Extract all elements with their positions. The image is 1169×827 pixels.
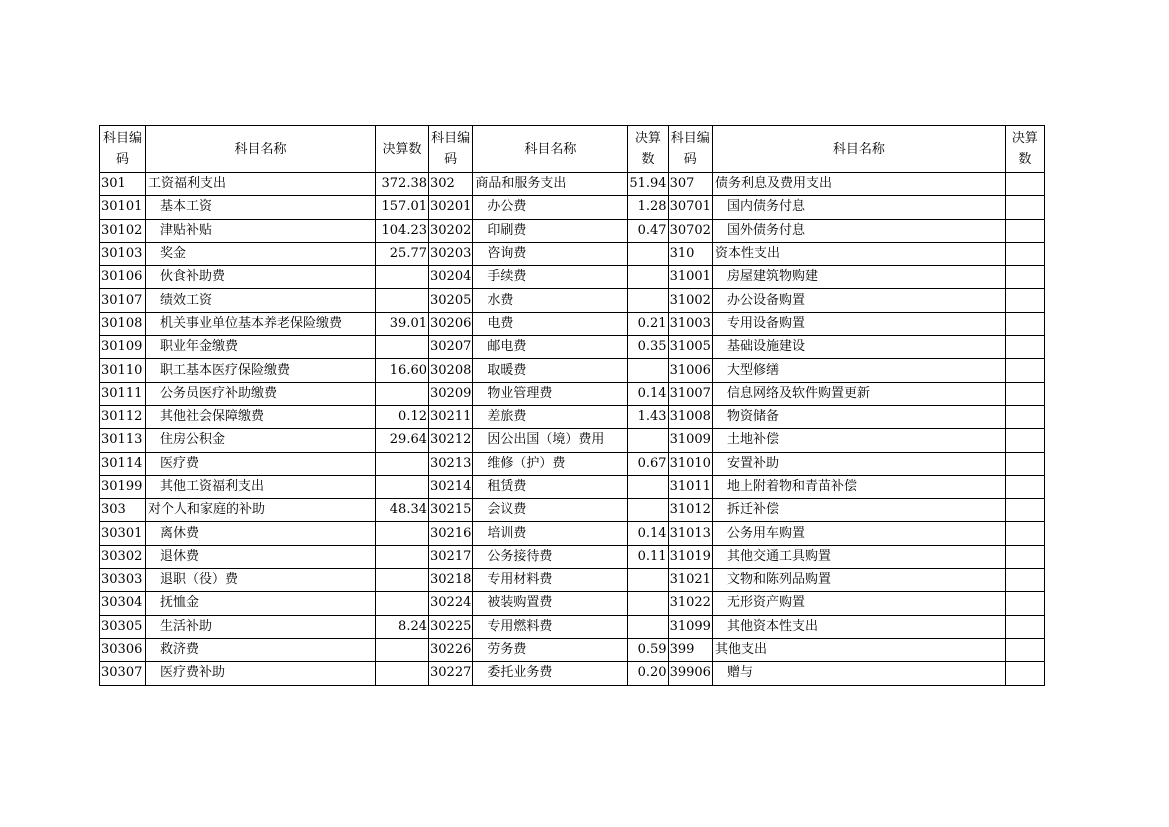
cell-amount xyxy=(628,592,668,615)
cell-name: 电费 xyxy=(473,312,628,335)
cell-code: 30224 xyxy=(429,592,473,615)
cell-code: 30225 xyxy=(429,615,473,638)
cell-name: 手续费 xyxy=(473,266,628,289)
cell-amount: 29.64 xyxy=(376,429,429,452)
cell-code: 30208 xyxy=(429,359,473,382)
cell-code: 301 xyxy=(100,173,146,196)
cell-name: 退职（役）费 xyxy=(146,569,376,592)
cell-amount xyxy=(628,615,668,638)
cell-amount xyxy=(376,475,429,498)
cell-name: 安置补助 xyxy=(712,452,1005,475)
cell-code: 30206 xyxy=(429,312,473,335)
cell-name: 土地补偿 xyxy=(712,429,1005,452)
cell-code: 30203 xyxy=(429,242,473,265)
cell-name: 信息网络及软件购置更新 xyxy=(712,382,1005,405)
cell-name: 专用设备购置 xyxy=(712,312,1005,335)
table-row xyxy=(100,475,1045,498)
cell-code: 30103 xyxy=(100,242,146,265)
cell-code: 30215 xyxy=(429,499,473,522)
cell-amount: 0.67 xyxy=(628,452,668,475)
cell-name: 退休费 xyxy=(146,545,376,568)
cell-amount: 0.12 xyxy=(376,405,429,428)
cell-name: 国内债务付息 xyxy=(712,196,1005,219)
table-row xyxy=(100,452,1045,475)
cell-amount: 0.11 xyxy=(628,545,668,568)
cell-amount: 0.14 xyxy=(628,382,668,405)
cell-amount xyxy=(1005,242,1044,265)
cell-name: 机关事业单位基本养老保险缴费 xyxy=(146,312,376,335)
cell-code: 30217 xyxy=(429,545,473,568)
cell-amount: 104.23 xyxy=(376,219,429,242)
cell-name: 无形资产购置 xyxy=(712,592,1005,615)
cell-name: 医疗费补助 xyxy=(146,662,376,685)
cell-amount xyxy=(628,289,668,312)
cell-amount: 39.01 xyxy=(376,312,429,335)
cell-amount xyxy=(1005,405,1044,428)
cell-amount xyxy=(628,266,668,289)
cell-amount xyxy=(1005,266,1044,289)
cell-name: 伙食补助费 xyxy=(146,266,376,289)
table-row xyxy=(100,429,1045,452)
cell-amount xyxy=(1005,475,1044,498)
cell-name: 大型修缮 xyxy=(712,359,1005,382)
cell-code: 30218 xyxy=(429,569,473,592)
cell-amount xyxy=(376,452,429,475)
cell-code: 31001 xyxy=(668,266,712,289)
table-row xyxy=(100,662,1045,685)
cell-code: 30306 xyxy=(100,638,146,661)
cell-amount: 0.59 xyxy=(628,638,668,661)
cell-amount xyxy=(1005,196,1044,219)
cell-code: 30111 xyxy=(100,382,146,405)
cell-name: 对个人和家庭的补助 xyxy=(146,499,376,522)
cell-name: 债务利息及费用支出 xyxy=(712,173,1005,196)
cell-code: 30212 xyxy=(429,429,473,452)
cell-amount xyxy=(1005,336,1044,359)
table-row xyxy=(100,638,1045,661)
cell-name: 绩效工资 xyxy=(146,289,376,312)
cell-name: 工资福利支出 xyxy=(146,173,376,196)
cell-amount xyxy=(1005,522,1044,545)
cell-code: 399 xyxy=(668,638,712,661)
cell-amount: 16.60 xyxy=(376,359,429,382)
cell-code: 30102 xyxy=(100,219,146,242)
table-row xyxy=(100,382,1045,405)
header-amount: 决算数 xyxy=(628,126,668,173)
cell-name: 奖金 xyxy=(146,242,376,265)
cell-code: 30114 xyxy=(100,452,146,475)
cell-amount xyxy=(628,569,668,592)
cell-code: 31008 xyxy=(668,405,712,428)
cell-code: 30209 xyxy=(429,382,473,405)
table-row xyxy=(100,219,1045,242)
cell-amount xyxy=(628,359,668,382)
cell-name: 因公出国（境）费用 xyxy=(473,429,628,452)
cell-amount xyxy=(1005,452,1044,475)
cell-name: 商品和服务支出 xyxy=(473,173,628,196)
header-code: 科目编码 xyxy=(429,126,473,173)
cell-amount: 1.43 xyxy=(628,405,668,428)
cell-amount: 25.77 xyxy=(376,242,429,265)
table-body xyxy=(100,126,1045,686)
cell-amount: 8.24 xyxy=(376,615,429,638)
table-row xyxy=(100,289,1045,312)
table-row xyxy=(100,499,1045,522)
cell-amount xyxy=(376,289,429,312)
table-row xyxy=(100,312,1045,335)
cell-code: 30701 xyxy=(668,196,712,219)
cell-code: 30304 xyxy=(100,592,146,615)
cell-code: 30204 xyxy=(429,266,473,289)
cell-name: 公务员医疗补助缴费 xyxy=(146,382,376,405)
cell-name: 住房公积金 xyxy=(146,429,376,452)
header-amount: 决算数 xyxy=(376,126,429,173)
table-row xyxy=(100,242,1045,265)
cell-code: 30112 xyxy=(100,405,146,428)
cell-code: 31022 xyxy=(668,592,712,615)
cell-code: 31011 xyxy=(668,475,712,498)
cell-code: 30302 xyxy=(100,545,146,568)
cell-name: 其他工资福利支出 xyxy=(146,475,376,498)
cell-amount xyxy=(1005,545,1044,568)
cell-amount xyxy=(1005,429,1044,452)
cell-code: 30213 xyxy=(429,452,473,475)
cell-name: 公务接待费 xyxy=(473,545,628,568)
header-code: 科目编码 xyxy=(668,126,712,173)
cell-amount xyxy=(1005,569,1044,592)
cell-code: 31099 xyxy=(668,615,712,638)
cell-code: 30109 xyxy=(100,336,146,359)
cell-name: 基本工资 xyxy=(146,196,376,219)
cell-name: 津贴补贴 xyxy=(146,219,376,242)
cell-amount xyxy=(376,569,429,592)
cell-amount: 48.34 xyxy=(376,499,429,522)
cell-amount xyxy=(1005,615,1044,638)
cell-amount: 51.94 xyxy=(628,173,668,196)
header-amount: 决算数 xyxy=(1005,126,1044,173)
table-row xyxy=(100,615,1045,638)
cell-name: 租赁费 xyxy=(473,475,628,498)
cell-amount xyxy=(376,522,429,545)
cell-name: 抚恤金 xyxy=(146,592,376,615)
cell-amount xyxy=(376,662,429,685)
cell-code: 30205 xyxy=(429,289,473,312)
cell-name: 差旅费 xyxy=(473,405,628,428)
cell-code: 303 xyxy=(100,499,146,522)
cell-amount: 0.14 xyxy=(628,522,668,545)
cell-amount xyxy=(1005,499,1044,522)
cell-code: 30207 xyxy=(429,336,473,359)
cell-amount xyxy=(376,336,429,359)
cell-name: 专用材料费 xyxy=(473,569,628,592)
cell-name: 文物和陈列品购置 xyxy=(712,569,1005,592)
table-row xyxy=(100,173,1045,196)
cell-amount: 372.38 xyxy=(376,173,429,196)
cell-name: 办公设备购置 xyxy=(712,289,1005,312)
cell-code: 39906 xyxy=(668,662,712,685)
cell-code: 30702 xyxy=(668,219,712,242)
cell-code: 30305 xyxy=(100,615,146,638)
table-row xyxy=(100,336,1045,359)
cell-code: 310 xyxy=(668,242,712,265)
cell-name: 赠与 xyxy=(712,662,1005,685)
cell-code: 31006 xyxy=(668,359,712,382)
cell-name: 被装购置费 xyxy=(473,592,628,615)
cell-name: 其他资本性支出 xyxy=(712,615,1005,638)
cell-name: 印刷费 xyxy=(473,219,628,242)
cell-code: 30113 xyxy=(100,429,146,452)
cell-name: 取暖费 xyxy=(473,359,628,382)
cell-code: 30303 xyxy=(100,569,146,592)
header-name: 科目名称 xyxy=(712,126,1005,173)
cell-code: 302 xyxy=(429,173,473,196)
table-row xyxy=(100,522,1045,545)
cell-name: 维修（护）费 xyxy=(473,452,628,475)
cell-amount xyxy=(1005,592,1044,615)
cell-amount xyxy=(628,499,668,522)
cell-name: 房屋建筑物购建 xyxy=(712,266,1005,289)
cell-amount xyxy=(1005,382,1044,405)
cell-name: 咨询费 xyxy=(473,242,628,265)
cell-amount xyxy=(376,638,429,661)
table-row xyxy=(100,359,1045,382)
cell-code: 30110 xyxy=(100,359,146,382)
cell-name: 其他交通工具购置 xyxy=(712,545,1005,568)
expenditure-table xyxy=(99,125,1045,686)
cell-code: 30101 xyxy=(100,196,146,219)
cell-code: 30106 xyxy=(100,266,146,289)
cell-name: 资本性支出 xyxy=(712,242,1005,265)
cell-amount xyxy=(628,242,668,265)
cell-code: 30214 xyxy=(429,475,473,498)
cell-name: 离休费 xyxy=(146,522,376,545)
cell-name: 国外债务付息 xyxy=(712,219,1005,242)
table-row xyxy=(100,592,1045,615)
cell-code: 30108 xyxy=(100,312,146,335)
cell-code: 307 xyxy=(668,173,712,196)
cell-name: 生活补助 xyxy=(146,615,376,638)
cell-code: 31007 xyxy=(668,382,712,405)
table-row xyxy=(100,405,1045,428)
cell-amount: 0.35 xyxy=(628,336,668,359)
cell-name: 邮电费 xyxy=(473,336,628,359)
cell-name: 会议费 xyxy=(473,499,628,522)
table-row xyxy=(100,545,1045,568)
cell-amount: 0.21 xyxy=(628,312,668,335)
header-row xyxy=(100,126,1045,173)
cell-amount xyxy=(376,592,429,615)
cell-name: 物业管理费 xyxy=(473,382,628,405)
cell-amount xyxy=(376,266,429,289)
cell-name: 地上附着物和青苗补偿 xyxy=(712,475,1005,498)
cell-code: 31003 xyxy=(668,312,712,335)
cell-code: 31010 xyxy=(668,452,712,475)
cell-code: 31019 xyxy=(668,545,712,568)
cell-code: 30226 xyxy=(429,638,473,661)
cell-amount xyxy=(1005,359,1044,382)
cell-name: 基础设施建设 xyxy=(712,336,1005,359)
cell-name: 培训费 xyxy=(473,522,628,545)
cell-code: 31013 xyxy=(668,522,712,545)
header-code: 科目编码 xyxy=(100,126,146,173)
cell-name: 医疗费 xyxy=(146,452,376,475)
cell-code: 31002 xyxy=(668,289,712,312)
cell-amount xyxy=(1005,173,1044,196)
cell-name: 劳务费 xyxy=(473,638,628,661)
cell-amount: 1.28 xyxy=(628,196,668,219)
table-row xyxy=(100,266,1045,289)
cell-name: 委托业务费 xyxy=(473,662,628,685)
cell-name: 办公费 xyxy=(473,196,628,219)
cell-amount xyxy=(628,475,668,498)
cell-code: 30201 xyxy=(429,196,473,219)
header-name: 科目名称 xyxy=(473,126,628,173)
cell-name: 职工基本医疗保险缴费 xyxy=(146,359,376,382)
cell-code: 30216 xyxy=(429,522,473,545)
cell-amount: 0.20 xyxy=(628,662,668,685)
cell-code: 30107 xyxy=(100,289,146,312)
table-row xyxy=(100,569,1045,592)
cell-amount xyxy=(628,429,668,452)
cell-code: 30211 xyxy=(429,405,473,428)
cell-amount: 0.47 xyxy=(628,219,668,242)
cell-name: 物资储备 xyxy=(712,405,1005,428)
cell-name: 职业年金缴费 xyxy=(146,336,376,359)
header-name: 科目名称 xyxy=(146,126,376,173)
cell-code: 31021 xyxy=(668,569,712,592)
cell-code: 31005 xyxy=(668,336,712,359)
table-row xyxy=(100,196,1045,219)
cell-name: 专用燃料费 xyxy=(473,615,628,638)
cell-name: 公务用车购置 xyxy=(712,522,1005,545)
cell-name: 拆迁补偿 xyxy=(712,499,1005,522)
cell-amount xyxy=(1005,662,1044,685)
cell-amount xyxy=(376,545,429,568)
cell-name: 救济费 xyxy=(146,638,376,661)
cell-code: 30202 xyxy=(429,219,473,242)
cell-name: 水费 xyxy=(473,289,628,312)
cell-code: 30301 xyxy=(100,522,146,545)
cell-amount xyxy=(1005,289,1044,312)
cell-code: 31012 xyxy=(668,499,712,522)
cell-amount: 157.01 xyxy=(376,196,429,219)
cell-amount xyxy=(1005,219,1044,242)
cell-amount xyxy=(376,382,429,405)
cell-amount xyxy=(1005,312,1044,335)
cell-amount xyxy=(1005,638,1044,661)
cell-name: 其他社会保障缴费 xyxy=(146,405,376,428)
cell-code: 30227 xyxy=(429,662,473,685)
cell-code: 30307 xyxy=(100,662,146,685)
cell-code: 31009 xyxy=(668,429,712,452)
cell-name: 其他支出 xyxy=(712,638,1005,661)
cell-code: 30199 xyxy=(100,475,146,498)
